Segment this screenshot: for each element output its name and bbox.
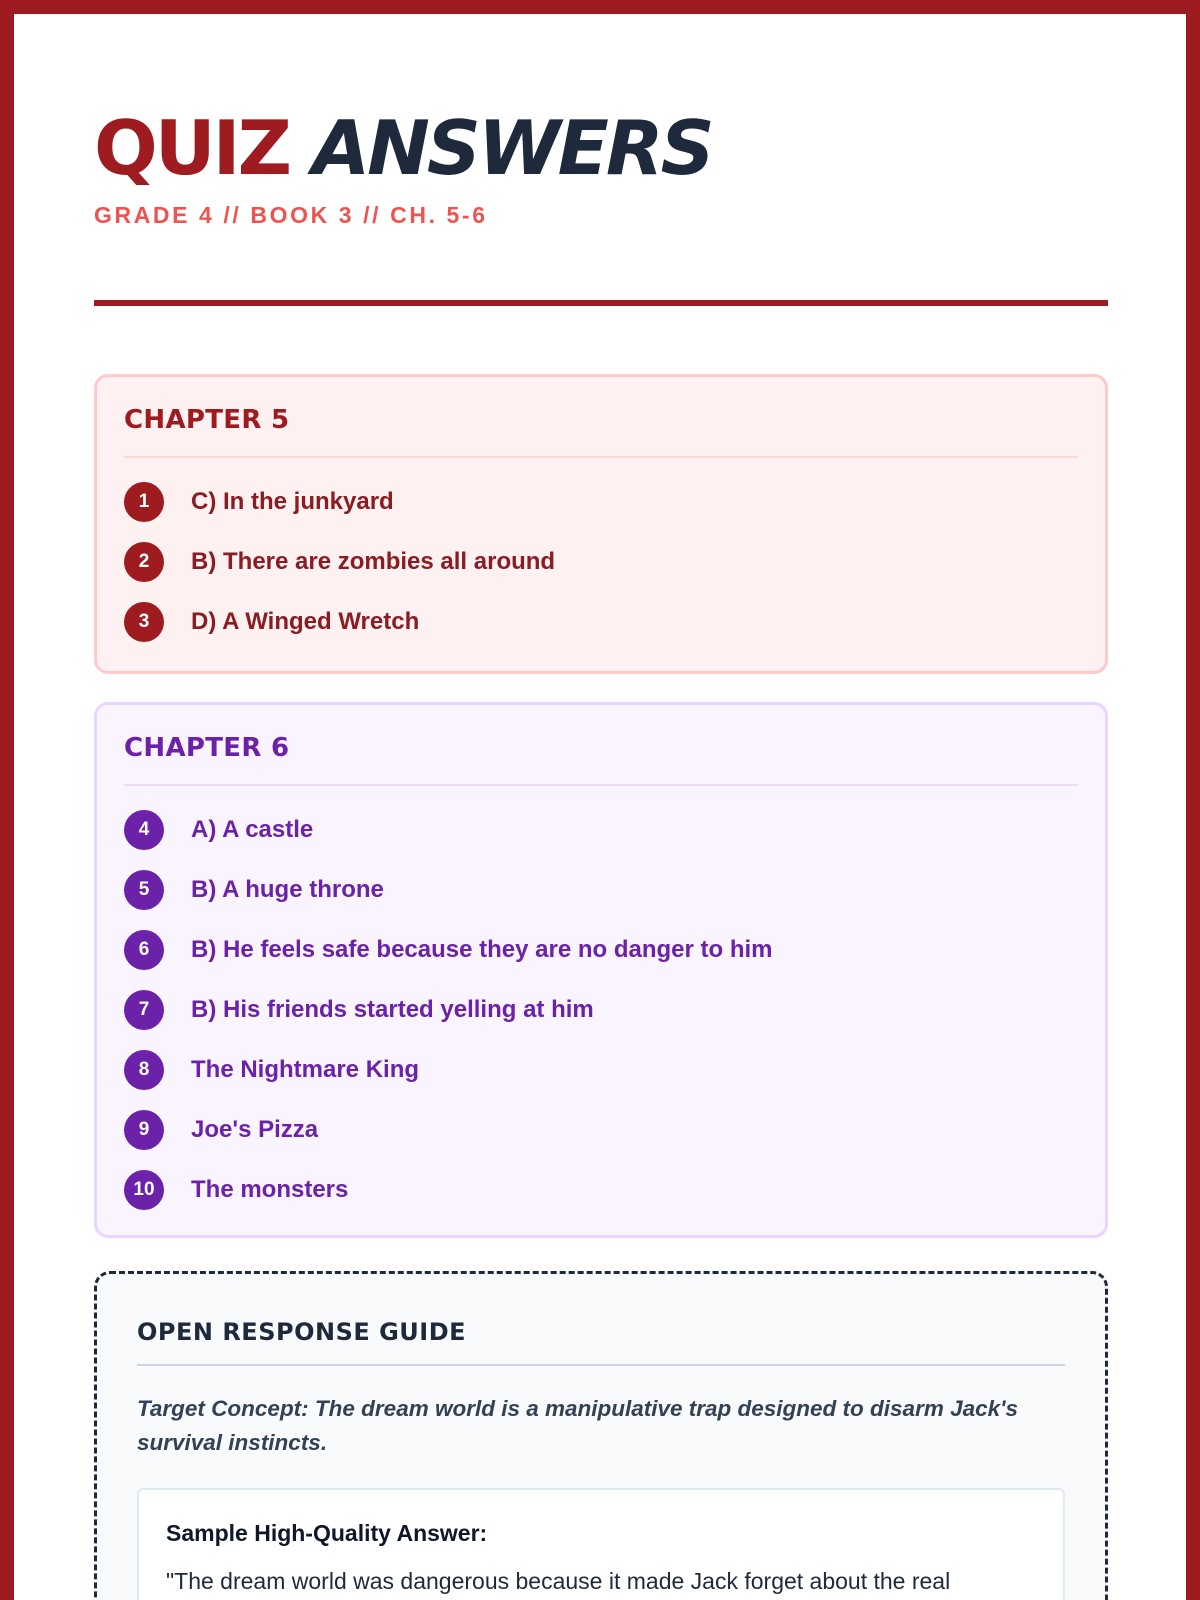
answer-text: The monsters <box>191 1176 349 1203</box>
answer-text: B) A huge throne <box>191 876 384 903</box>
answer-text: Joe's Pizza <box>191 1116 319 1143</box>
answer-item <box>124 1050 1074 1110</box>
chapter-divider <box>124 456 1078 458</box>
answer-item <box>124 930 1074 990</box>
chapter-title: CHAPTER 6 <box>124 733 290 763</box>
answer-text: B) His friends started yelling at him <box>191 996 594 1023</box>
sample-answer-heading: Sample High-Quality Answer: <box>166 1520 488 1546</box>
page-title <box>94 106 712 191</box>
question-number-badge: 8 <box>124 1050 164 1090</box>
title-word-answers: ANSWERS <box>312 104 712 192</box>
sample-answer-box <box>137 1488 1065 1600</box>
page-subtitle: GRADE 4 // BOOK 3 // CH. 5-6 <box>94 202 488 228</box>
open-response-guide <box>94 1271 1108 1600</box>
answer-item <box>124 870 1074 930</box>
answer-text: B) He feels safe because they are no danger to him <box>191 936 773 963</box>
sample-answer-text: "The dream world was dangerous because it made Jack forget about the real <box>166 1568 951 1594</box>
target-concept: Target Concept: The dream world is a manipulative trap designed to disarm Jack's survival instincts. <box>137 1396 1018 1455</box>
header-divider <box>94 300 1108 306</box>
question-number-badge: 10 <box>124 1170 164 1210</box>
question-number-badge: 9 <box>124 1110 164 1150</box>
answer-sheet-page <box>14 14 1186 1600</box>
answer-text: C) In the junkyard <box>191 488 394 515</box>
title-word-quiz: QUIZ <box>94 104 289 192</box>
answer-item <box>124 602 1074 662</box>
answer-item <box>124 810 1074 870</box>
answer-text: The Nightmare King <box>191 1056 420 1083</box>
answer-list <box>124 482 1074 662</box>
question-number-badge: 4 <box>124 810 164 850</box>
chapter-6-card <box>94 702 1108 1238</box>
answer-text: B) There are zombies all around <box>191 548 556 575</box>
chapter-divider <box>124 784 1078 786</box>
question-number-badge: 7 <box>124 990 164 1030</box>
chapter-title: CHAPTER 5 <box>124 405 290 435</box>
question-number-badge: 5 <box>124 870 164 910</box>
guide-title: OPEN RESPONSE GUIDE <box>137 1318 467 1346</box>
chapter-5-card <box>94 374 1108 674</box>
answer-item <box>124 1110 1074 1170</box>
answer-item <box>124 482 1074 542</box>
question-number-badge: 6 <box>124 930 164 970</box>
question-number-badge: 1 <box>124 482 164 522</box>
answer-item <box>124 542 1074 602</box>
question-number-badge: 3 <box>124 602 164 642</box>
answer-item <box>124 1170 1074 1230</box>
answer-list <box>124 810 1074 1230</box>
question-number-badge: 2 <box>124 542 164 582</box>
answer-text: D) A Winged Wretch <box>191 608 420 635</box>
answer-text: A) A castle <box>191 816 314 843</box>
guide-divider <box>137 1364 1065 1366</box>
answer-item <box>124 990 1074 1050</box>
